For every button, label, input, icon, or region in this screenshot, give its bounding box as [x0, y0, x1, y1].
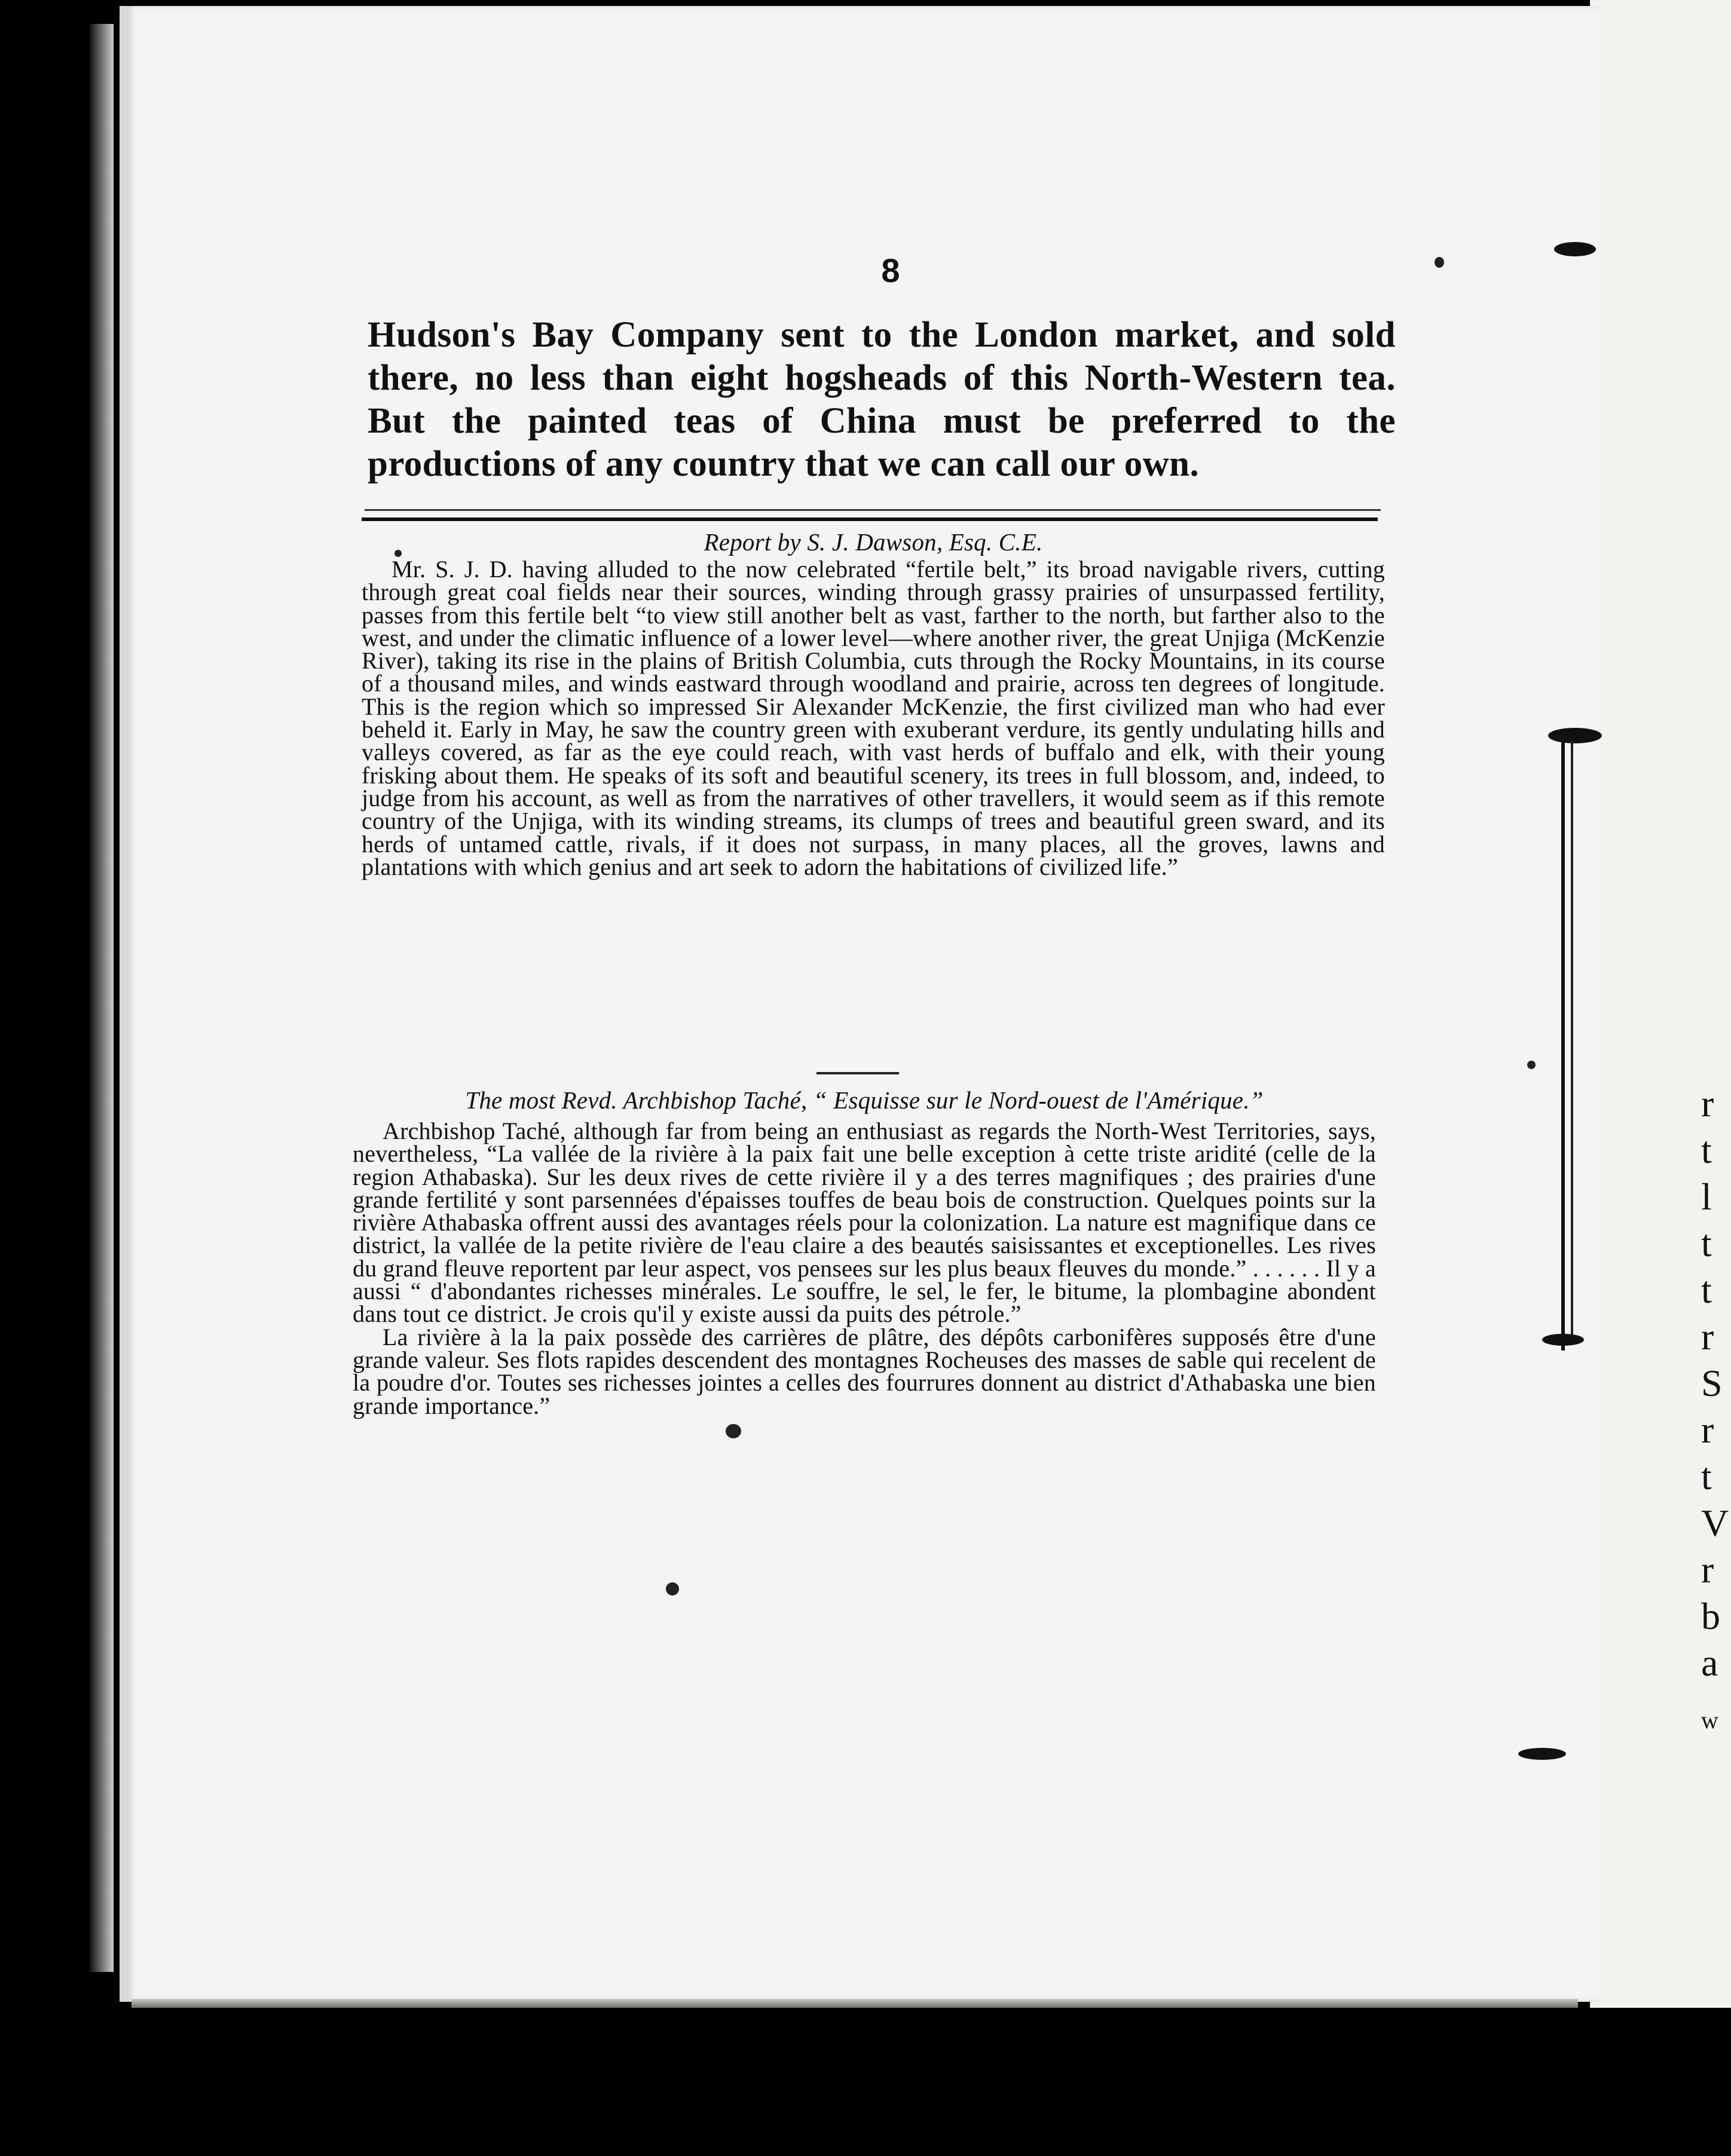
left-page-edge: [90, 24, 114, 1972]
facing-letter: r: [1701, 1408, 1714, 1451]
facing-letter: t: [1701, 1269, 1712, 1311]
short-divider: [816, 1072, 899, 1074]
binding-rod-inner: [1571, 741, 1573, 1345]
facing-letter: t: [1701, 1129, 1712, 1171]
speck: [726, 1424, 741, 1438]
facing-letter: S: [1701, 1362, 1723, 1404]
speck: [1435, 257, 1444, 268]
binding-mark-upper: [1554, 242, 1596, 256]
facing-letter: b: [1701, 1595, 1720, 1637]
tache-body-paragraph-2: La rivière à la la paix possède des carrières de plâtre, des dépôts carbonifères supposés être d'une grande valeur. Ses flots rapides descendent des montagnes Rocheuses des masses de sable qui recelent de la poudre d'or. Toutes ses richesses jointes a celles des fourrures donnent au district d'Athabaska une bien grande importance.”: [353, 1323, 1376, 1419]
facing-letter: a: [1701, 1642, 1718, 1684]
tache-title: The most Revd. Archbishop Taché, “ Esquisse sur le Nord-ouest de l'Amérique.”: [465, 1086, 1264, 1114]
speck: [666, 1582, 679, 1595]
page-sheet: [120, 6, 1598, 2002]
scan-bottom-border: [0, 2008, 1731, 2156]
facing-letter: r: [1701, 1082, 1714, 1125]
dawson-report-title: Report by S. J. Dawson, Esq. C.E.: [704, 528, 1043, 556]
binding-mark-lower: [1518, 1748, 1566, 1760]
section-divider: [362, 517, 1378, 521]
facing-letter: l: [1701, 1175, 1712, 1218]
facing-letter: t: [1701, 1222, 1712, 1264]
speck: [1527, 1061, 1536, 1069]
tache-section: [353, 1086, 1376, 1417]
binding-rod: [1561, 735, 1565, 1350]
facing-letter: V: [1701, 1502, 1729, 1544]
binding-mark-middle: [1542, 1334, 1584, 1346]
page-number: 8: [881, 252, 900, 289]
facing-letter: r: [1701, 1315, 1714, 1358]
intro-paragraph: Hudson's Bay Company sent to the London market, and sold there, no less than eight hogsheads of this North-Western tea. But the painted teas of China must be preferred to the productions of any country that we can call our own.: [368, 315, 1396, 484]
facing-page-strip: [1590, 0, 1731, 2156]
dawson-report-section: [362, 528, 1385, 878]
dawson-report-body: Mr. S. J. D. having alluded to the now celebrated “fertile belt,” its broad navigable rivers, cutting through great coal fields near their sources, winding through grassy prairies of unsurpassed fertility, passes from this fertile belt “to view still another belt as vast, farther to the north, but farther also to the west, and under the climatic influence of a lower level—where another river, the great Unjiga (McKenzie River), taking its rise in the plains of British Columbia, cuts through the Rocky Mountains, in its course of a thousand miles, and winds eastward through woodland and prairie, across ten degrees of longitude. This is the region which so impressed Sir Alexander McKenzie, the first civilized man who had ever beheld it. Early in May, he saw the country green with exuberant verdure, its gently undulating hills and valleys covered, as far as the eye could reach, with vast herds of buffalo and elk, with their young frisking about them. He speaks of its soft and beautiful scenery, its trees in full blossom, and, indeed, to judge from his account, as well as from the narratives of other travellers, it would seem as if this remote country of the Unjiga, with its winding streams, its clumps of trees and beautiful green sward, and its herds of untamed cattle, rivals, if it does not surpass, in many places, all the groves, lawns and plantations with which genius and art seek to adorn the habitations of civilized life.”: [362, 556, 1385, 880]
bottom-page-edge: [131, 1999, 1578, 2008]
facing-letter: r: [1701, 1548, 1714, 1591]
facing-letter: w: [1701, 1707, 1718, 1734]
section-divider-thin: [365, 509, 1381, 511]
binding-mark-top: [1548, 728, 1602, 743]
tache-body-paragraph-1: Archbishop Taché, although far from being an enthusiast as regards the North-West Territories, says, nevertheless, “La vallée de la rivière à la paix fait une belle exception à cette triste aridité (celle de la region Athabaska). Sur les deux rives de cette rivière il y a des terres magnifiques ; des prairies d'une grande fertilité y sont parsennées d'épaisses touffes de beau bois de construction. Quelques points sur la rivière Athabaska offrent aussi des avantages réels pour la colonization. La nature est magnifique dans ce district, la vallée de la petite rivière de l'eau claire a des beautés saisissantes et exceptionelles. Les rives du grand fleuve reportent par leur aspect, vos pensees sur les plus beaux fleuves du monde.” . . . . . . Il y a aussi “ d'abondantes richesses minérales. Le souffre, le sel, le fer, le bitume, la plombagine abondent dans tout ce district. Je crois qu'il y existe aussi da puits des pétrole.”: [353, 1117, 1376, 1328]
facing-letter: t: [1701, 1455, 1712, 1497]
